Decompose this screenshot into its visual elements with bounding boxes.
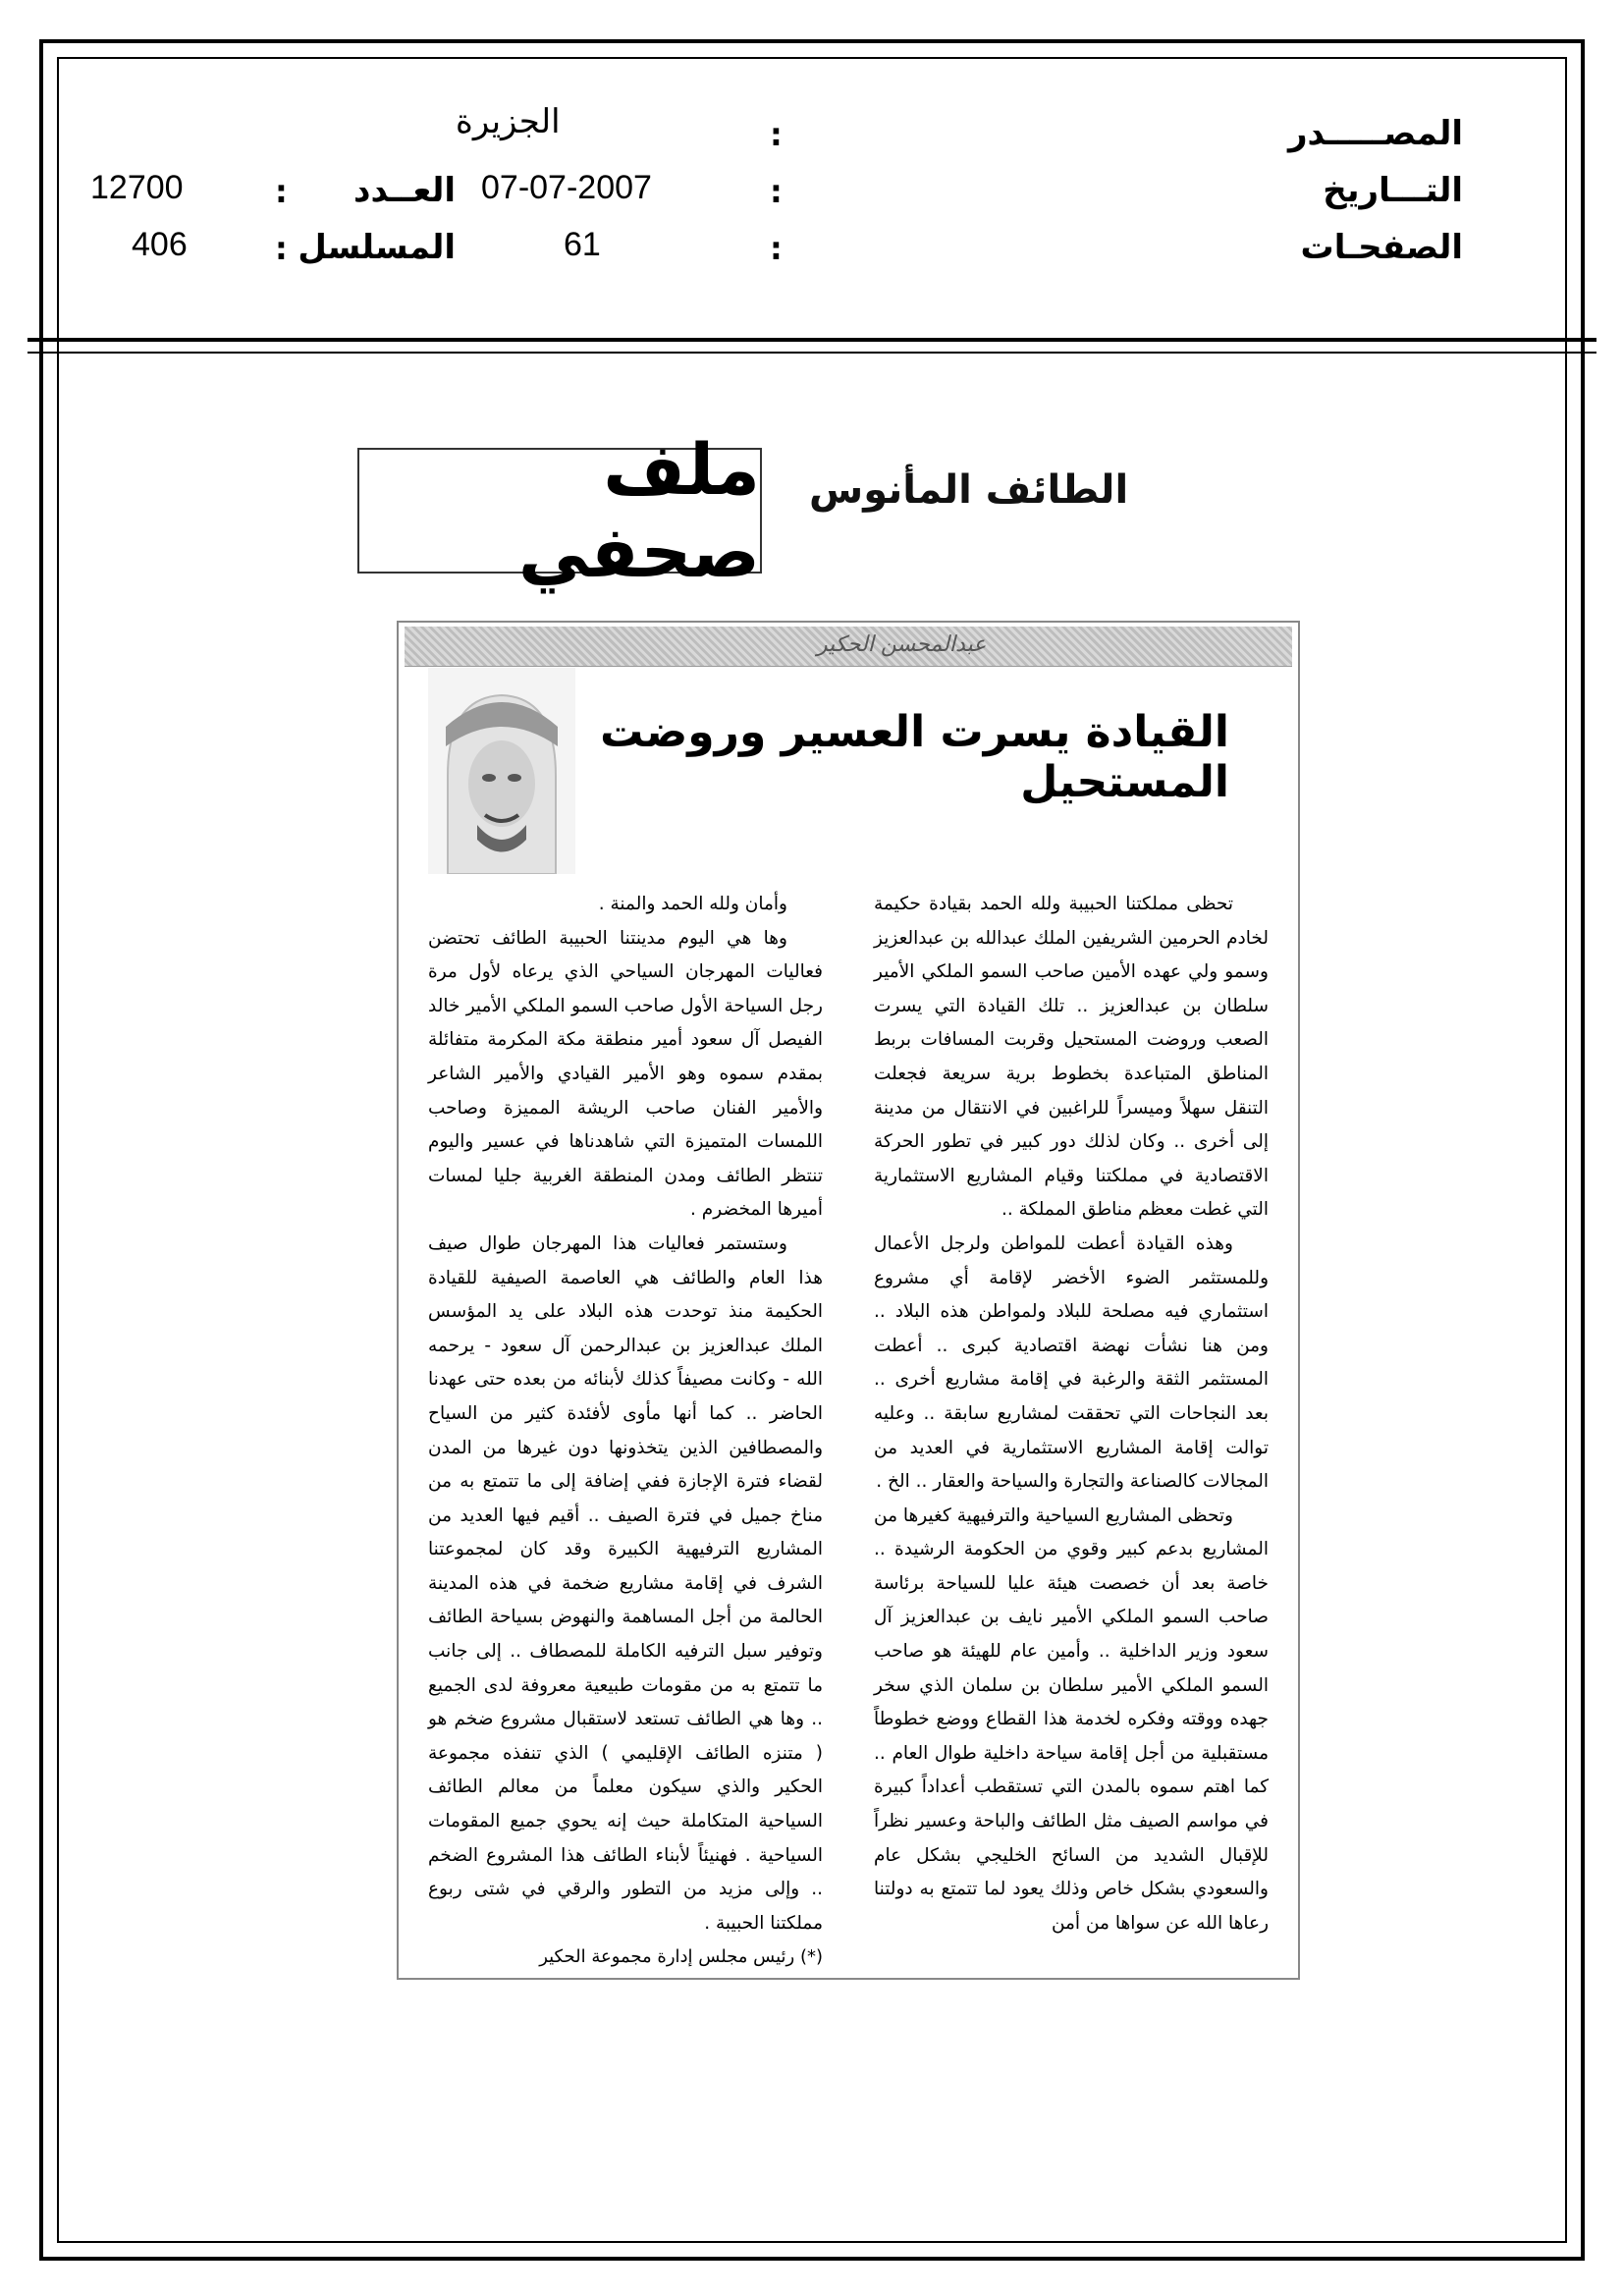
article-paragraph: وستستمر فعاليات هذا المهرجان طوال صيف هذا العام والطائف هي العاصمة الصيفية للقيادة الحكيمة منذ توحدت هذه البلاد على يد المؤسس الملك عبدالعزيز بن عبدالرحمن آل سعود - يرحمه الله - وكانت مصيفاً كذلك لأبنائه من بعده حتى عهدنا الحاضر .. كما أنها مأوى لأفئدة كثير من السياح والمصطافين الذين يتخذونها دون غيرها من المدن لقضاء فترة الإجازة ففي إضافة إلى ما تتمتع به من مناخ جميل في فترة الصيف .. أقيم فيها العديد من المشاريع الترفيهية الكبيرة وقد كان لمجموعتنا الشرف في إقامة مشاريع ضخمة في هذه المدينة الحالمة من أجل المساهمة والنهوض بسياحة الطائف وتوفير سبل الترفيه الكاملة للمصطاف .. إلى جانب ما تتمتع به من مقومات طبيعية معروفة لدى الجميع .. وها هي الطائف تستعد لاستقبال مشروع ضخم هو ( متنزه الطائف الإقليمي ) الذي تنفذه مجموعة الحكير والذي سيكون معلماً من معالم الطائف السياحية المتكاملة حيث إنه يحوي جميع المقومات السياحية . فهنيئاً لأبناء الطائف هذا المشروع الضخم .. وإلى مزيد من التطور والرقي في شتى ربوع مملكتنا الحبيبة . (428, 1232, 823, 1934)
article-column-right (874, 888, 1269, 1941)
article-paragraph: وتحظى المشاريع السياحية والترفيهية كغيرها من المشاريع بدعم كبير وقوي من الحكومة الرشيدة .. خاصة بعد أن خصصت هيئة عليا للسياحة برئاسة صاحب السمو الملكي الأمير نايف بن عبدالعزيز آل سعود وزير الداخلية .. وأمين عام للهيئة هو صاحب السمو الملكي الأمير سلطان بن سلمان الذي سخر جهده ووقته وفكره لخدمة هذا القطاع ووضع خطوطاً مستقبلية من أجل إقامة سياحة داخلية طوال العام .. كما اهتم سموه بالمدن التي تستقطب أعداداً كبيرة في مواسم الصيف مثل الطائف والباحة وعسير نظراً للإقبال الشديد من السائح الخليجي بشكل عام والسعودي بشكل خاص وذلك يعود لما تتمتع به دولتنا رعاها الله عن سواها من أمن (874, 1504, 1269, 1934)
pages-colon: : (770, 230, 783, 267)
header-divider (27, 338, 1596, 342)
article-column-left (428, 888, 823, 1975)
date-label: التـــاريخ (1323, 171, 1463, 210)
pages-value: 61 (564, 226, 601, 263)
issue-colon: : (275, 173, 288, 210)
source-colon: : (770, 116, 783, 153)
source-value: الجزيرة (456, 103, 561, 140)
press-file-stamp-text: ملف صحفي (517, 428, 760, 593)
article-headline: القيادة يسرت العسير وروضت المستحيل (600, 707, 1229, 807)
article-paragraph: وها هي اليوم مدينتنا الحبيبة الطائف تحتضن فعاليات المهرجان السياحي الذي يرعاه لأول مرة رجل السياحة الأول صاحب السمو الملكي الأمير خالد الفيصل آل سعود أمير منطقة مكة المكرمة متفائلة بمقدم سموه وهو الأمير القيادي والأمير الشاعر والأمير الفنان صاحب الريشة المميزة وصاحب اللمسات المتميزة التي شاهدناها في عسير واليوم تنتظر الطائف ومدن المنطقة الغربية جليا لمسات أميرها المخضرم . (428, 927, 823, 1221)
header-divider-inner (27, 352, 1596, 354)
article-paragraph: وأمان ولله الحمد والمنة . (598, 894, 787, 914)
pages-label: الصفحـات (1300, 228, 1463, 267)
date-value: 07-07-2007 (481, 169, 652, 206)
serial-label: المسلسل (298, 228, 456, 267)
issue-value: 12700 (90, 169, 184, 206)
author-banner-name: عبدالمحسن الحكير (817, 632, 987, 657)
date-colon: : (770, 173, 783, 210)
author-byline: (*) رئيس مجلس إدارة مجموعة الحكير (539, 1946, 823, 1968)
article-paragraph: تحظى مملكتنا الحبيبة ولله الحمد بقيادة حكيمة لخادم الحرمين الشريفين الملك عبدالله بن عبدالعزيز وسمو ولي عهده الأمين صاحب السمو الملكي الأمير سلطان بن عبدالعزيز .. تلك القيادة التي يسرت الصعب وروضت المستحيل وقربت المسافات بربط المناطق المتباعدة بخطوط برية سريعة فجعلت التنقل سهلاً وميسراً للراغبين في الانتقال من مدينة إلى أخرى .. وكان لذلك دور كبير في تطور الحركة الاقتصادية في مملكتنا وقيام المشاريع الاستثمارية التي غطت معظم مناطق المملكة .. (874, 894, 1269, 1221)
header-box (43, 43, 1581, 338)
newspaper-clipping (397, 621, 1300, 1980)
page-frame (39, 39, 1585, 2261)
clipping-banner (405, 627, 1292, 667)
serial-colon: : (275, 230, 288, 267)
issue-label: العــدد (353, 171, 456, 210)
serial-value: 406 (132, 226, 188, 263)
source-label: المصـــــدر (1287, 114, 1463, 153)
article-paragraph: وهذه القيادة أعطت للمواطن ولرجل الأعمال وللمستثمر الضوء الأخضر لإقامة أي مشروع استثماري فيه مصلحة للبلاد ولمواطن هذه البلاد .. ومن هنا نشأت نهضة اقتصادية كبرى .. أعطت المستثمر الثقة والرغبة في إقامة مشاريع أخرى .. بعد النجاحات التي تحققت لمشاريع سابقة .. وعليه توالت إقامة المشاريع الاستثمارية في العديد من المجالات كالصناعة والتجارة والسياحة والعقار .. الخ . (874, 1232, 1269, 1493)
press-file-stamp (357, 428, 762, 593)
section-rubric: الطائف المأنوس (809, 467, 1129, 513)
